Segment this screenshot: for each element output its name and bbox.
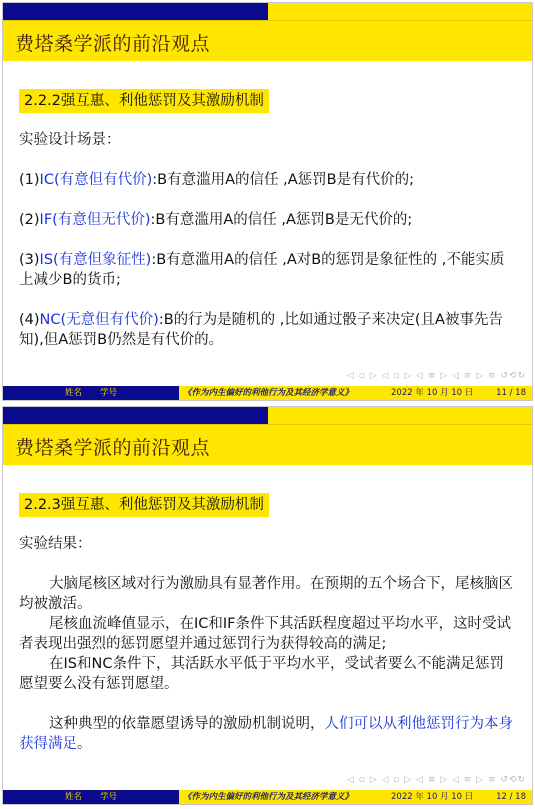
slide-12 (2, 406, 533, 805)
footer-student-id: 学号 (100, 388, 118, 398)
frame-title: 费塔桑学派的前沿观点 (15, 33, 211, 55)
footer-info-block (179, 790, 533, 804)
slide-11 (2, 2, 533, 401)
conclusion-text: 这种典型的依靠愿望诱导的激励机制说明， (49, 716, 325, 732)
beamer-navigation-icons[interactable]: ◁ ▫ ▷ ◁ ▫ ▷ ◁ ≡ ▷ ◁ ≡ ▷ ≡ ↺⟲↻ (346, 371, 526, 381)
footer-info-block (179, 386, 533, 400)
frame-title: 费塔桑学派的前沿观点 (15, 437, 211, 459)
footer-talk-title: 《作为内生偏好的利他行为及其经济学意义》 (183, 388, 354, 398)
footer-name: 姓名 (65, 388, 83, 398)
item-number: (4) (19, 312, 40, 328)
frame-title-bar (3, 424, 532, 465)
item-number: (2) (19, 212, 40, 228)
footer-bar (3, 386, 532, 400)
list-item (19, 170, 518, 190)
footer-date: 2022 年 10 月 10 日 (391, 792, 474, 802)
intro-text: 实验设计场景： (19, 132, 121, 148)
condition-label: IC(有意但有代价) (39, 172, 153, 188)
condition-label: IF(有意但无代价) (39, 212, 151, 228)
header-strip-blue (3, 3, 268, 20)
footer-name: 姓名 (65, 792, 83, 802)
result-paragraph: 大脑尾核区域对行为激励具有显著作用。在预期的五个场合下，尾核脑区均被激活。 (19, 576, 513, 612)
conclusion-highlight: 人们可以从利他惩罚行为本身获得满足 (19, 716, 513, 752)
list-item (19, 210, 518, 230)
item-text: :B的行为是随机的 ,比如通过骰子来决定(且A被事先告知),但A惩罚B仍然是有代价的。 (19, 312, 503, 348)
item-number: (1) (19, 172, 40, 188)
header-strip (3, 407, 532, 424)
slide-body (19, 493, 518, 754)
slide-body (19, 89, 518, 370)
list-item (19, 250, 518, 290)
beamer-navigation-icons[interactable]: ◁ ▫ ▷ ◁ ▫ ▷ ◁ ≡ ▷ ◁ ≡ ▷ ≡ ↺⟲↻ (346, 775, 526, 785)
footer-student-id: 学号 (100, 792, 118, 802)
conclusion-paragraph (19, 714, 518, 754)
footer-author-block (3, 386, 179, 400)
list-item (19, 310, 518, 350)
condition-label: NC(无意但有代价) (39, 312, 159, 328)
item-number: (3) (19, 252, 40, 268)
intro-text: 实验结果： (19, 536, 92, 552)
frame-title-bar (3, 20, 532, 61)
result-paragraph: 尾核血流峰值显示，在IC和IF条件下其活跃程度超过平均水平，这时受试者表现出强烈的惩罚愿望并通过惩罚行为获得较高的满足; (19, 616, 512, 652)
result-paragraph: 在IS和NC条件下，其活跃水平低于平均水平，受试者要么不能满足惩罚愿望要么没有惩罚愿望。 (19, 656, 504, 692)
footer-page-number: 12 / 18 (496, 792, 526, 802)
header-strip (3, 3, 532, 20)
footer-date: 2022 年 10 月 10 日 (391, 388, 474, 398)
footer-author-block (3, 790, 179, 804)
item-text: :B有意滥用A的信任 ,A对B的惩罚是象征性的 ,不能实质上减少B的货币; (19, 252, 505, 288)
condition-label: IS(有意但象征性) (39, 252, 152, 268)
item-text: :B有意滥用A的信任 ,A惩罚B是有代价的; (152, 172, 414, 188)
footer-page-number: 11 / 18 (496, 388, 526, 398)
conclusion-end: 。 (77, 736, 92, 752)
footer-bar (3, 790, 532, 804)
item-text: :B有意滥用A的信任 ,A惩罚B是无代价的; (150, 212, 413, 228)
section-heading: 2.2.2强互惠、利他惩罚及其激励机制 (19, 89, 269, 113)
header-strip-blue (3, 407, 268, 424)
section-heading: 2.2.3强互惠、利他惩罚及其激励机制 (19, 493, 269, 517)
footer-talk-title: 《作为内生偏好的利他行为及其经济学意义》 (183, 792, 354, 802)
